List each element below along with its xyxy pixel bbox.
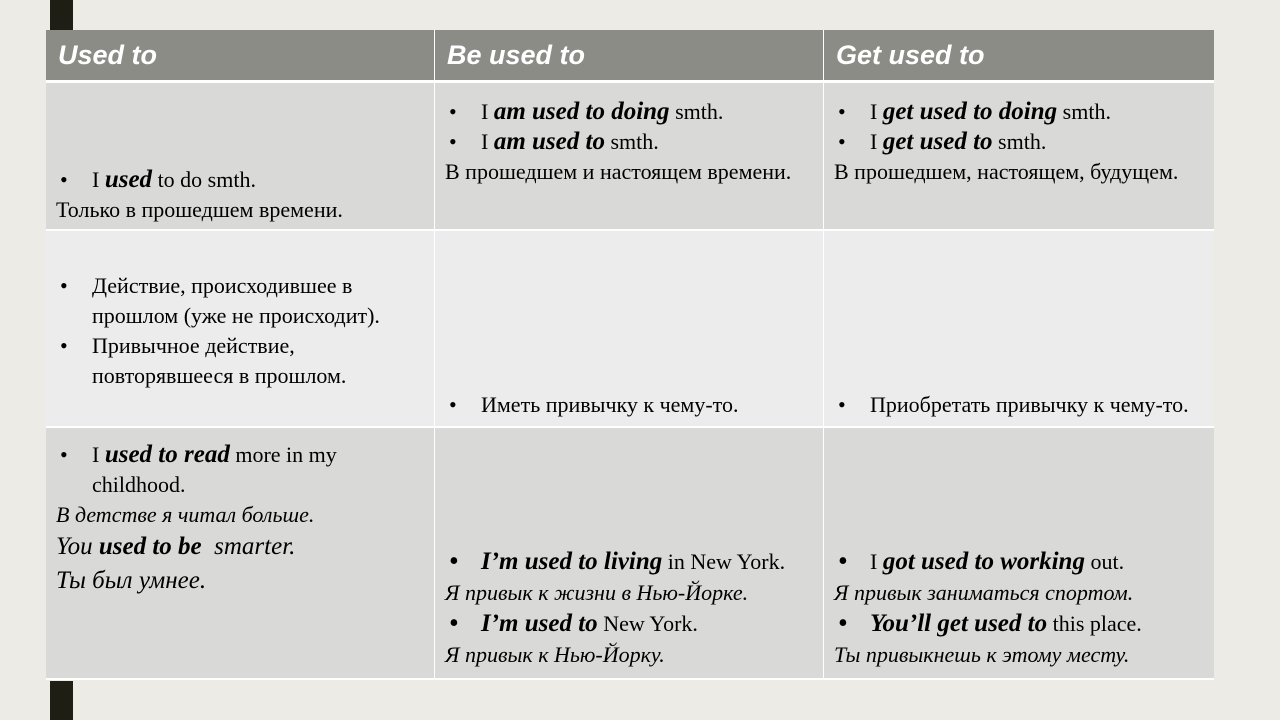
cell-be-used-to-form [435, 83, 824, 231]
translation: В детстве я читал больше. [56, 502, 315, 527]
example-sentence: You used to be smarter. [56, 533, 296, 560]
translation: Ты был умнее. [56, 567, 207, 594]
cell-get-used-to-meaning [824, 231, 1214, 428]
cell-used-to-form [46, 83, 435, 231]
list-item: • I’m used to New York. [445, 608, 813, 640]
list-item: • I used to do smth. [56, 165, 424, 195]
header-be-used-to [435, 30, 824, 83]
list-item: • I’m used to living in New York. [445, 546, 813, 578]
grammar-comparison-table [46, 30, 1214, 680]
list-item: • Приобретать привычку к чему-то. [834, 390, 1204, 420]
translation: Ты привыкнешь к этому месту. [834, 642, 1130, 667]
cell-be-used-to-meaning [435, 231, 824, 428]
header-label: Be used to [447, 39, 586, 70]
slide-accent-bar-bottom [50, 681, 73, 720]
list-item: • Привычное действие, повторявшееся в прошлом. [56, 331, 424, 391]
list-item: • Иметь привычку к чему-то. [445, 390, 813, 420]
list-item: • I used to read more in my childhood. [56, 440, 424, 500]
cell-get-used-to-examples [824, 428, 1214, 680]
cell-get-used-to-form [824, 83, 1214, 231]
header-get-used-to [824, 30, 1214, 83]
usage-note: В прошедшем, настоящем, будущем. [834, 159, 1179, 184]
list-item: • I get used to smth. [834, 127, 1204, 157]
slide-accent-bar-top [50, 0, 73, 30]
usage-note: В прошедшем и настоящем времени. [445, 159, 792, 184]
cell-used-to-meaning [46, 231, 435, 428]
usage-note: Только в прошедшем времени. [56, 197, 343, 222]
list-item: • You’ll get used to this place. [834, 608, 1204, 640]
cell-be-used-to-examples [435, 428, 824, 680]
translation: Я привык заниматься спортом. [834, 580, 1134, 605]
list-item: • I am used to smth. [445, 127, 813, 157]
header-label: Used to [58, 39, 158, 70]
header-label: Get used to [836, 39, 985, 70]
translation: Я привык к Нью-Йорку. [445, 642, 665, 667]
list-item: • I am used to doing smth. [445, 97, 813, 127]
list-item: • I get used to doing smth. [834, 97, 1204, 127]
translation: Я привык к жизни в Нью-Йорке. [445, 580, 749, 605]
list-item: • Действие, происходившее в прошлом (уже не происходит). [56, 271, 424, 331]
cell-used-to-examples [46, 428, 435, 680]
list-item: • I got used to working out. [834, 546, 1204, 578]
header-used-to [46, 30, 435, 83]
